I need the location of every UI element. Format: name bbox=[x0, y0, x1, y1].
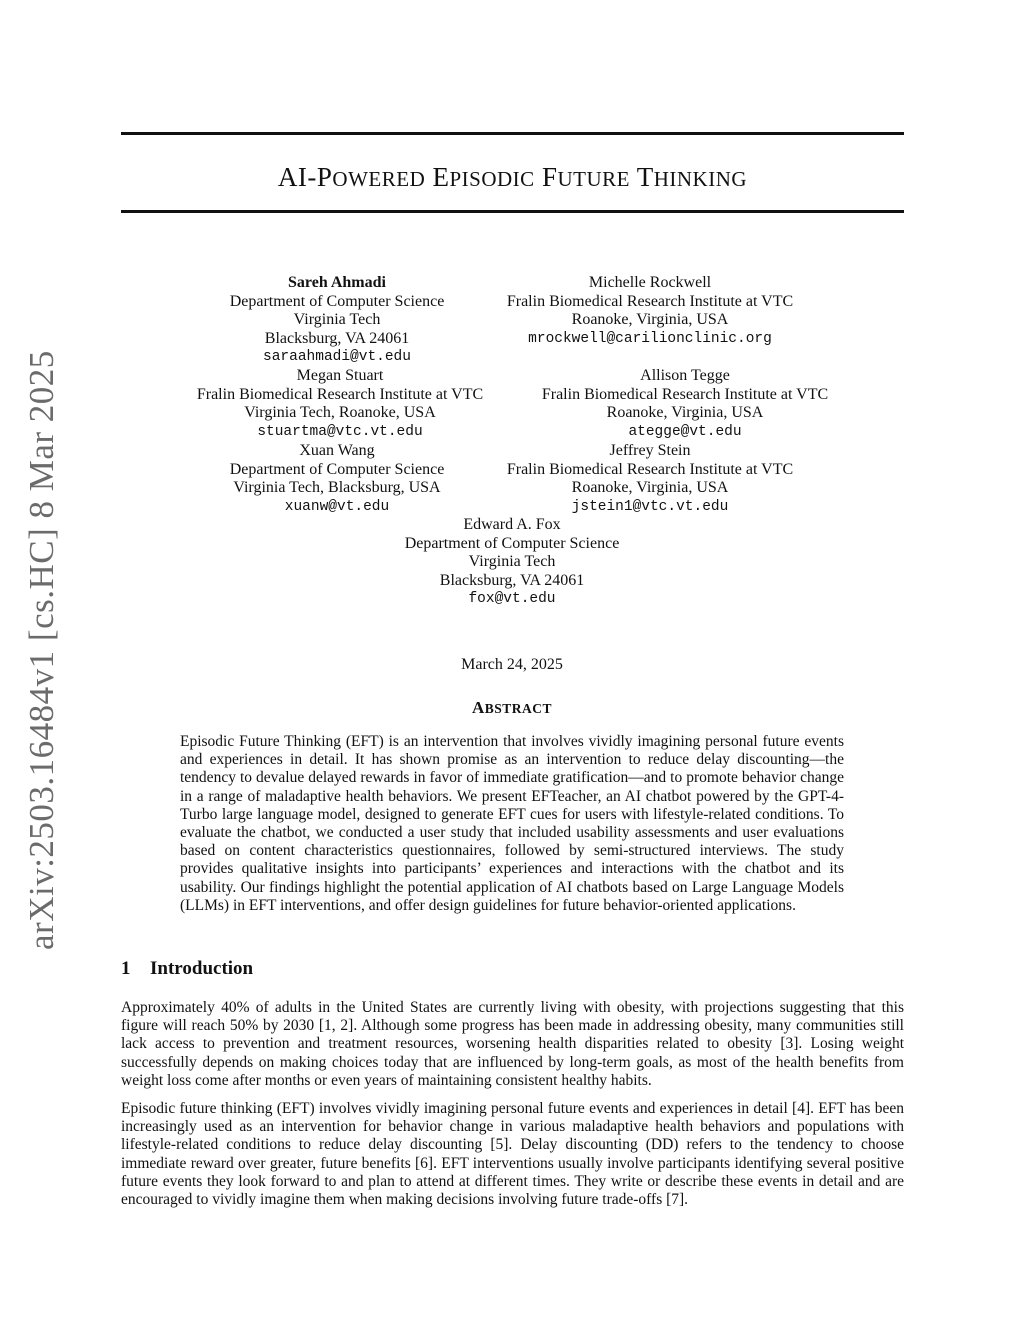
author-affiliation: Roanoke, Virginia, USA bbox=[571, 479, 729, 496]
paper-date: March 24, 2025 bbox=[461, 656, 563, 673]
section-heading: 1 Introduction bbox=[121, 958, 254, 979]
author-block bbox=[362, 516, 662, 609]
author-email[interactable]: xuanw@vt.edu bbox=[284, 498, 390, 515]
author-affiliation: Department of Computer Science bbox=[229, 292, 445, 310]
author-name: Michelle Rockwell bbox=[588, 274, 712, 291]
author-email[interactable]: jstein1@vtc.vt.edu bbox=[571, 498, 729, 515]
author-affiliation: Department of Computer Science bbox=[229, 460, 445, 478]
author-affiliation: Department of Computer Science bbox=[404, 534, 620, 552]
author-name: Megan Stuart bbox=[296, 367, 384, 384]
paragraph: Approximately 40% of adults in the United States are currently living with obesity, with projections suggesting that this figure will reach 50% by 2030 [1, 2]. Although some progress has been made in addressing obesity, many communities still lack access to prevention and treatment resources, worsening health disparities related to obesity [3]. Losing weight successfully depends on making choices today that are influenced by long-term goals, as most of the health benefits from weight loss come after months or even years of maintaining consistent healthy habits. bbox=[121, 999, 904, 1089]
author-affiliation: Roanoke, Virginia, USA bbox=[606, 404, 764, 421]
paragraph: Episodic future thinking (EFT) involves vividly imagining personal future events and experiences in detail [4]. EFT has been increasingly used as an intervention for behavior change in various maladaptive health behaviors and populations with lifestyle-related conditions to reduce delay discounting [5]. Delay discounting (DD) refers to the tendency to choose immediate reward over greater, future benefits [6]. EFT interventions usually involve participants identifying several positive future events they look forward to and plan to attend at different times. They write or describe these events in detail and are encouraged to vividly imagine them when making decisions involving future trade-offs [7]. bbox=[121, 1100, 904, 1209]
author-block bbox=[515, 367, 855, 441]
author-name: Jeffrey Stein bbox=[609, 442, 691, 459]
author-affiliation: Fralin Biomedical Research Institute at VTC bbox=[506, 460, 794, 478]
abstract-text: Episodic Future Thinking (EFT) is an intervention that involves vividly imagining personal future events and experiences in detail. It has shown promise as an intervention to reduce delay discounting—the tendency to devalue delayed rewards in favor of immediate gratification—and to promote behavior change in a range of maladaptive health behaviors. We present EFTeacher, an AI chatbot powered by the GPT-4-Turbo large language model, designed to generate EFT cues for users with lifestyle-related conditions. To evaluate the chatbot, we conducted a user study that included usability assessments and user evaluations based on content characteristics questionnaires, followed by semi-structured interviews. The study provides qualitative insights into participants’ experiences and interactions with the chatbot and its usability. Our findings highlight the potential application of AI chatbots based on Large Language Models (LLMs) in EFT interventions, and offer design guidelines for future behavior-oriented applications. bbox=[180, 733, 844, 914]
author-affiliation: Fralin Biomedical Research Institute at VTC bbox=[541, 385, 829, 403]
author-name: Xuan Wang bbox=[299, 442, 375, 459]
author-block bbox=[480, 442, 820, 516]
title-rule-bottom bbox=[121, 210, 904, 213]
paper-title: AI-POWERED EPISODIC FUTURE THINKING bbox=[277, 162, 748, 192]
arxiv-watermark: arXiv:2503.16484v1 [cs.HC] 8 Mar 2025 bbox=[22, 350, 61, 950]
author-email[interactable]: mrockwell@carilionclinic.org bbox=[528, 330, 772, 347]
author-email[interactable]: stuartma@vtc.vt.edu bbox=[257, 423, 423, 440]
author-affiliation: Blacksburg, VA 24061 bbox=[264, 329, 410, 347]
author-email[interactable]: saraahmadi@vt.edu bbox=[263, 349, 411, 365]
author-name: Allison Tegge bbox=[640, 367, 730, 384]
author-affiliation: Virginia Tech bbox=[468, 553, 556, 570]
author-block bbox=[187, 442, 487, 516]
author-block bbox=[480, 274, 820, 348]
author-block bbox=[187, 274, 487, 367]
author-affiliation: Fralin Biomedical Research Institute at VTC bbox=[506, 292, 794, 310]
author-affiliation: Roanoke, Virginia, USA bbox=[571, 311, 729, 328]
author-affiliation: Virginia Tech, Blacksburg, USA bbox=[233, 479, 441, 496]
author-affiliation: Blacksburg, VA 24061 bbox=[439, 571, 585, 589]
author-affiliation: Virginia Tech, Roanoke, USA bbox=[244, 404, 436, 421]
author-block bbox=[180, 367, 500, 441]
author-name: Sareh Ahmadi bbox=[288, 274, 386, 291]
author-affiliation: Fralin Biomedical Research Institute at VTC bbox=[196, 385, 484, 403]
title-rule-top bbox=[121, 132, 904, 135]
author-email[interactable]: ategge@vt.edu bbox=[628, 423, 742, 440]
author-affiliation: Virginia Tech bbox=[293, 311, 381, 328]
abstract-heading: ABSTRACT bbox=[471, 698, 553, 717]
author-name: Edward A. Fox bbox=[463, 516, 561, 533]
author-email[interactable]: fox@vt.edu bbox=[468, 591, 556, 607]
